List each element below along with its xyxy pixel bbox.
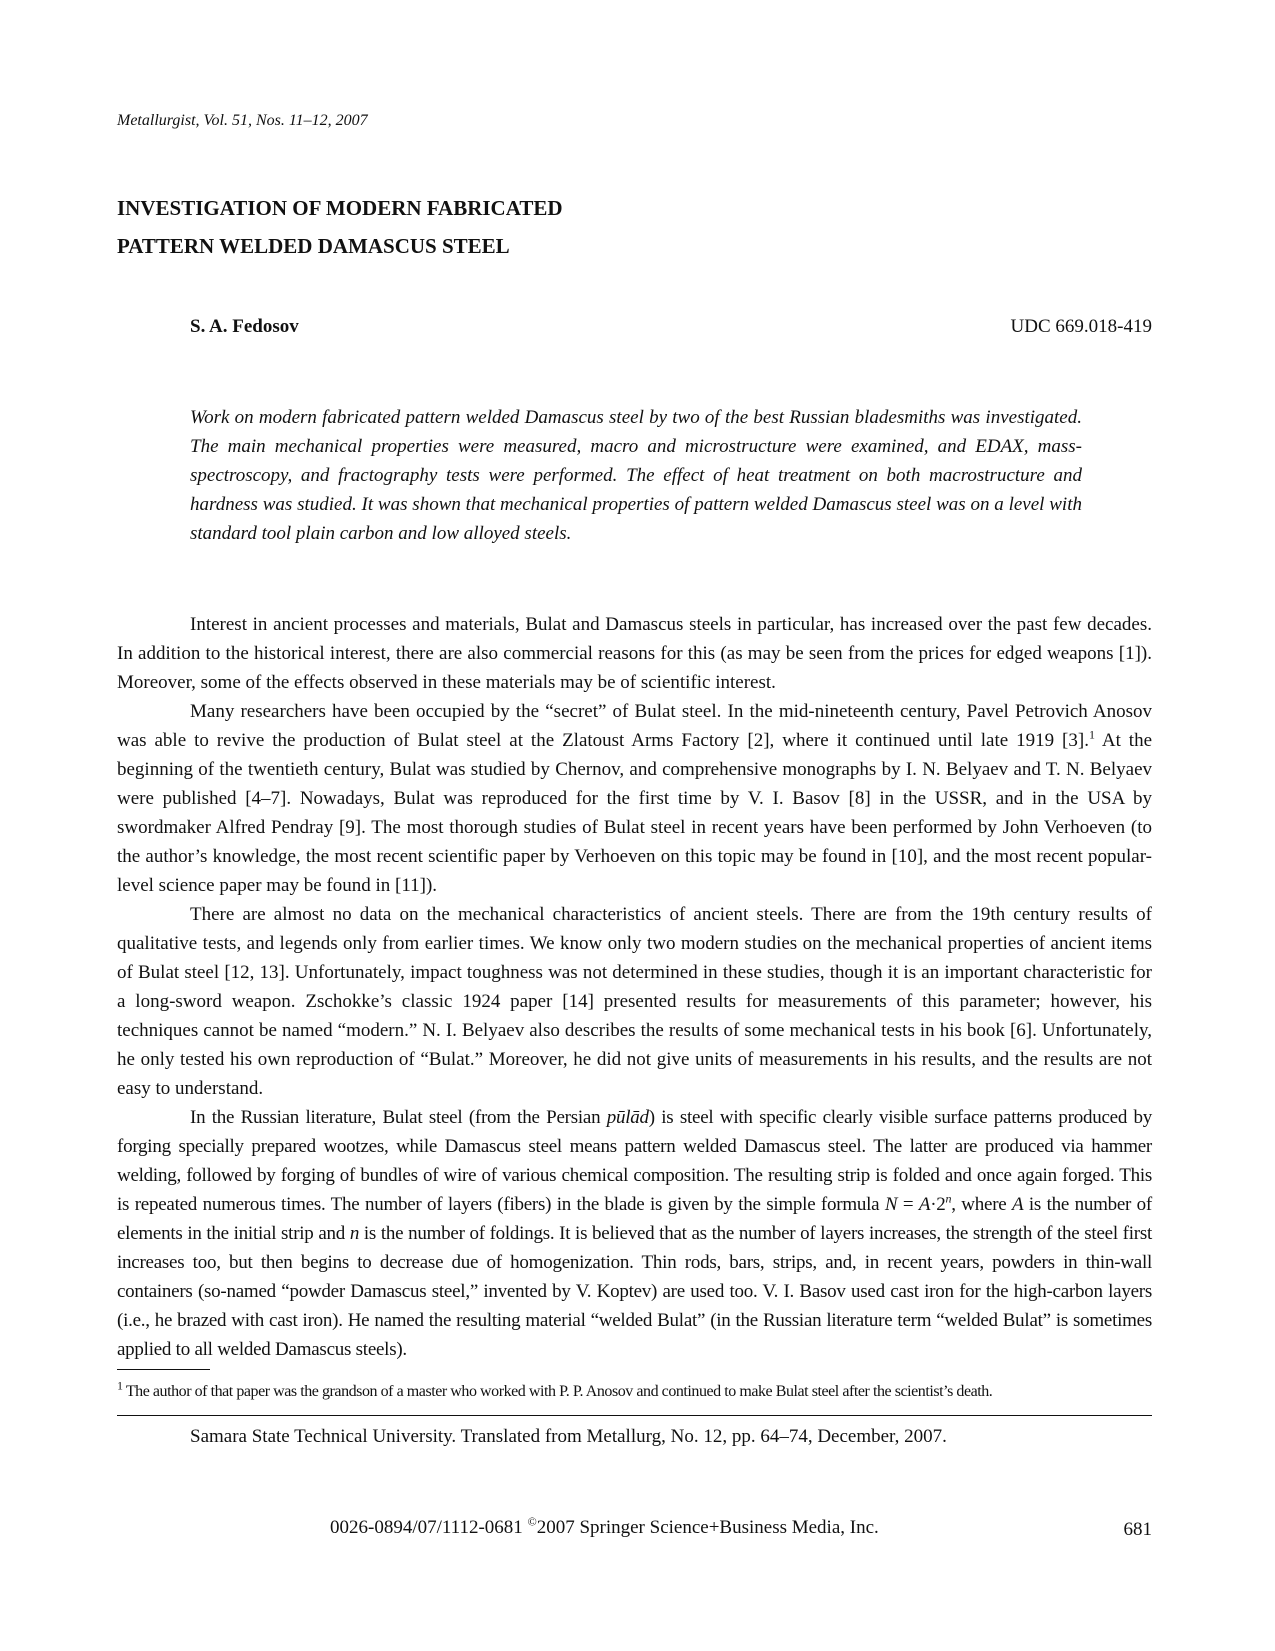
copyright-symbol: © xyxy=(527,1514,537,1529)
page-number: 681 xyxy=(1123,1519,1152,1540)
footnote-divider xyxy=(117,1369,210,1370)
udc-code: UDC 669.018-419 xyxy=(1010,316,1152,337)
term-pulad: pūlād xyxy=(606,1107,649,1128)
title-line-2: PATTERN WELDED DAMASCUS STEEL xyxy=(117,234,510,258)
footnote-mark: 1 xyxy=(117,1378,123,1393)
formula-exponent: n xyxy=(945,1191,952,1206)
bottom-divider xyxy=(117,1415,1152,1416)
footnote-text: The author of that paper was the grandson of a master who worked with P. P. Anosov and continued to make Bulat steel after the scientist’s death. xyxy=(122,1383,993,1400)
formula-a: A xyxy=(918,1194,931,1215)
footnote-ref: 1 xyxy=(1088,727,1095,742)
paragraph-2: Many researchers have been occupied by the “secret” of Bulat steel. In the mid-nineteenth century, Pavel Petrovich Anosov was able to revive the production of Bulat steel at the Zlatoust Arms Factory [2], where it continued until late 1919 [3].$^1$ At the beginning of the twentieth century, Bulat was studied by Chernov, and comprehensive monographs by I. N. Belyaev and T. N. Belyaev were published [4–7]. Nowadays, Bulat was reproduced for the first time by V. I. Basov [8] in the USSR, and in the USA by swordmaker Alfred Pendray [9]. The most thorough studies of Bulat steel in recent years have been performed by John Verhoeven (to the author’s knowledge, the most recent scientific paper by Verhoeven on this topic may be found in [10], and the most recent popular-level science paper may be found in [11]). xyxy=(117,701,1153,896)
affiliation-note: Samara State Technical University. Translated from Metallurg, No. 12, pp. 64–74, December, 2007. xyxy=(190,1426,947,1447)
article-title xyxy=(117,189,563,265)
copyright-text: 2007 Springer Science+Business Media, Inc. xyxy=(536,1517,879,1538)
journal-citation: Metallurgist, Vol. 51, Nos. 11–12, 2007 xyxy=(117,112,368,129)
author-name: S. A. Fedosov xyxy=(190,316,299,337)
paragraph-4: In the Russian literature, Bulat steel (from the Persian pūlād) is steel with specific clearly visible surface patterns produced by forging specially prepared wootzes, while Damascus steel means pattern welded Damascus steel. The latter are produced via hammer welding, followed by forging of bundles of wire of various chemical composition. The resulting strip is folded and once again forged. This is repeated numerous times. The number of layers (fibers) in the blade is given by the simple formula $N = A\cdot 2^n$, where A is the number of elements in the initial strip and n is the number of foldings. It is believed that as the number of layers increases, the strength of the steel first increases too, but then begins to decrease due of homogenization. Thin rods, bars, strips, and, in recent years, powders in thin-wall containers (so-named “powder Damascus steel,” invented by V. Koptev) are used too. V. I. Basov used cast iron for the high-carbon layers (i.e., he brazed with cast iron). He named the resulting material “welded Bulat” (in the Russian literature term “welded Bulat” is sometimes applied to all welded Damascus steels). xyxy=(117,1107,1152,1360)
title-line-1: INVESTIGATION OF MODERN FABRICATED xyxy=(117,196,563,220)
article-body xyxy=(117,610,1152,1364)
issn-code: 0026-0894/07/1112-0681 xyxy=(330,1517,528,1538)
paragraph-3: There are almost no data on the mechanical characteristics of ancient steels. There are from the 19th century results of qualitative tests, and legends only from earlier times. We know only two modern studies on the mechanical properties of ancient items of Bulat steel [12, 13]. Unfortunately, impact toughness was not determined in these studies, though it is an important characteristic for a long-sword weapon. Zschokke’s classic 1924 paper [14] presented results for measurements of this parameter; however, his techniques cannot be named “modern.” N. I. Belyaev also describes the results of some mechanical tests in his book [6]. Unfortunately, he only tested his own reproduction of “Bulat.” Moreover, he did not give units of measurements in his results, and the results are not easy to understand. xyxy=(117,904,1152,1099)
paragraph-1: Interest in ancient processes and materials, Bulat and Damascus steels in particular, has increased over the past few decades. In addition to the historical interest, there are also commercial reasons for this (as may be seen from the prices for edged weapons [1]). Moreover, some of the effects observed in these materials may be of scientific interest. xyxy=(117,614,1152,693)
copyright-line xyxy=(330,1514,879,1539)
footnote xyxy=(117,1378,993,1401)
abstract: Work on modern fabricated pattern welded Damascus steel by two of the best Russian bladesmiths was investigated. The main mechanical properties were measured, macro and microstructure were examined, and EDAX, mass-spectroscopy, and fractography tests were performed. The effect of heat treatment on both macrostructure and hardness was studied. It was shown that mechanical properties of pattern welded Damascus steel was on a level with standard tool plain carbon and low alloyed steels. xyxy=(190,407,1082,544)
formula-n: N xyxy=(884,1194,898,1215)
